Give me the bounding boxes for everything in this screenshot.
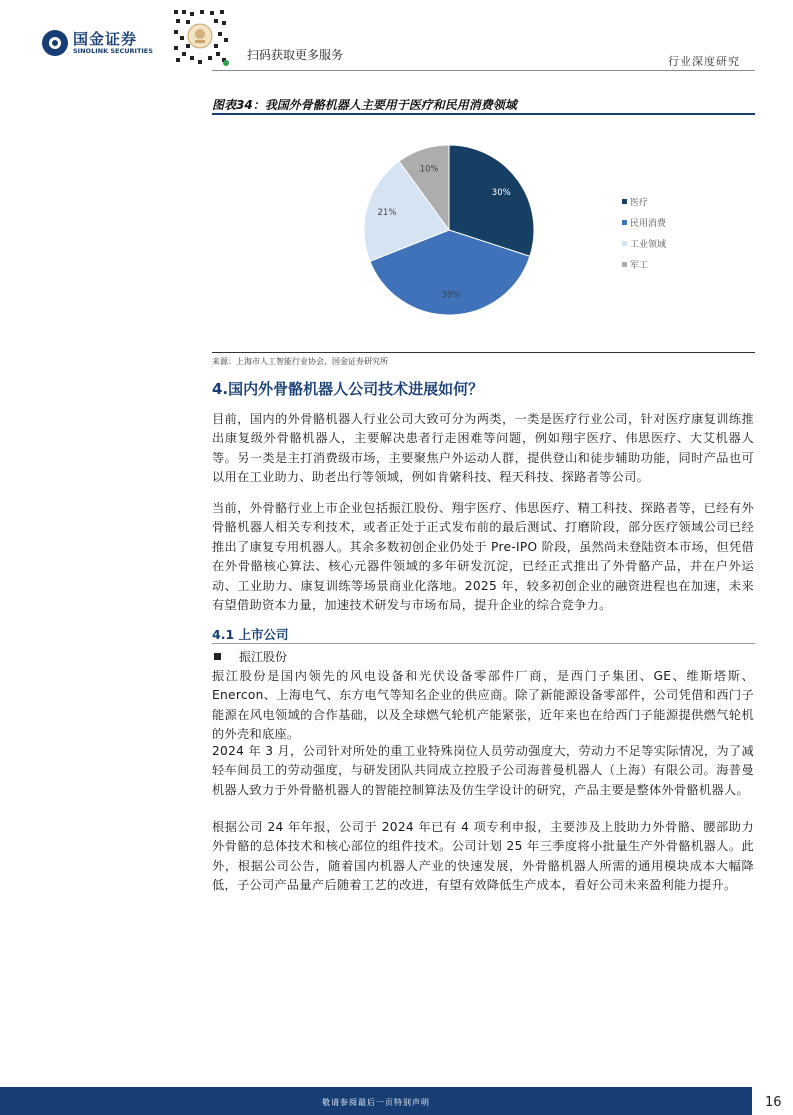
pie-data-label: 10% xyxy=(419,164,439,175)
header-divider xyxy=(212,70,755,71)
pie-slices xyxy=(364,145,534,315)
legend-label: 医疗 xyxy=(630,198,649,208)
legend-label: 军工 xyxy=(630,261,649,271)
square-bullet-icon xyxy=(214,653,221,660)
legend-swatch xyxy=(622,262,627,267)
figure-bottom-rule xyxy=(212,352,755,353)
qr-code-icon[interactable] xyxy=(170,6,230,66)
figure-title: 图表34：我国外骨骼机器人主要用于医疗和民用消费领域 xyxy=(212,98,517,112)
page-number: 16 xyxy=(765,1095,782,1110)
subsection-title: 4.1 上市公司 xyxy=(212,627,289,642)
chart-legend xyxy=(622,196,667,271)
body-paragraph: 2024 年 3 月，公司针对所处的重工业特殊岗位人员劳动强度大，劳动力不足等实际情况，为了减轻车间员工的劳动强度，与研发团队共同成立控股子公司海普曼机器人（上海）有限公司。海普曼机器人致力于外骨骼机器人的智能控制算法及仿生学设计的研究，产品主要是整体外骨骼机器人。 xyxy=(212,744,754,797)
company-name: 振江股份 xyxy=(239,650,288,664)
legend-swatch xyxy=(622,199,627,204)
body-paragraph: 振江股份是国内领先的风电设备和光伏设备零部件厂商，是西门子集团、GE、维斯塔斯、Enercon、上海电气、东方电气等知名企业的供应商。除了新能源设备零部件，公司凭借和西门子能源在风电领域的合作基础，以及全球燃气轮机产能紧张，近年来也在给西门子能源提供燃气轮机的外壳和底座。 xyxy=(212,669,754,742)
company-heading xyxy=(212,648,287,665)
subsection-divider xyxy=(212,643,755,644)
qr-caption: 扫码获取更多服务 xyxy=(247,48,344,62)
pie-data-label: 39% xyxy=(441,290,461,301)
company-logo xyxy=(42,30,153,56)
body-paragraph: 目前，国内的外骨骼机器人行业公司大致可分为两类，一类是医疗行业公司，针对医疗康复训练推出康复级外骨骼机器人，主要解决患者行走困难等问题，例如翔宇医疗、伟思医疗、大艾机器人等。另一类是主打消费级市场，主要聚焦户外运动人群，提供登山和徒步辅助功能，同时产品也可以用在工业助力、助老出行等领域，例如肯綮科技、程天科技、探路者等公司。 xyxy=(212,412,754,485)
page-header xyxy=(0,0,793,80)
body-paragraph: 当前，外骨骼行业上市企业包括振江股份、翔宇医疗、伟思医疗、精工科技、探路者等，已经有外骨骼机器人相关专利技术，或者正处于正式发布前的最后测试、打磨阶段，部分医疗领域公司已经推出了康复专用机器人。其余多数初创企业仍处于 Pre-IPO 阶段，虽然尚未登陆资本市场，但凭借在外骨骼核心算法、核心元器件领域的多年研发沉淀，已经正式推出了外骨骼产品，并在户外运动、工业助力、康复训练等场景商业化落地。2025 年，较多初创企业的融资进程也在加速，未来有望借助资本力量，加速技术研发与市场布局，提升企业的综合竞争力。 xyxy=(212,501,754,613)
pie-data-label: 30% xyxy=(491,188,511,199)
logo-icon xyxy=(42,30,68,56)
legend-swatch xyxy=(622,220,627,225)
section-title: 4.国内外骨骼机器人公司技术进展如何？ xyxy=(212,380,484,398)
legend-label: 工业领域 xyxy=(630,240,667,250)
body-paragraph: 根据公司 24 年年报，公司于 2024 年已有 4 项专利申报，主要涉及上肢助力外骨骼、腰部助力外骨骼的总体技术和核心部位的组件技术。公司计划 25 年三季度将小批量生产外骨骼机器人。此外，根据公司公告，随着国内机器人产业的快速发展，外骨骼机器人所需的通用模块成本大幅降低，子公司产品量产后随着工艺的改进，有望有效降低生产成本，看好公司未来盈利能力提升。 xyxy=(212,820,754,893)
pie-data-label: 21% xyxy=(377,207,397,218)
pie-chart xyxy=(212,120,755,345)
footer-disclaimer: 敬请参阅最后一页特别声明 xyxy=(322,1098,430,1107)
figure-top-rule xyxy=(212,113,755,115)
figure-source: 来源：上海市人工智能行业协会，国金证券研究所 xyxy=(212,357,388,366)
legend-swatch xyxy=(622,241,627,246)
logo-cn-name: 国金证券 xyxy=(73,29,138,48)
logo-en-name: SINOLINK SECURITIES xyxy=(73,46,153,55)
legend-label: 民用消费 xyxy=(630,219,667,229)
document-type: 行业深度研究 xyxy=(668,55,740,68)
